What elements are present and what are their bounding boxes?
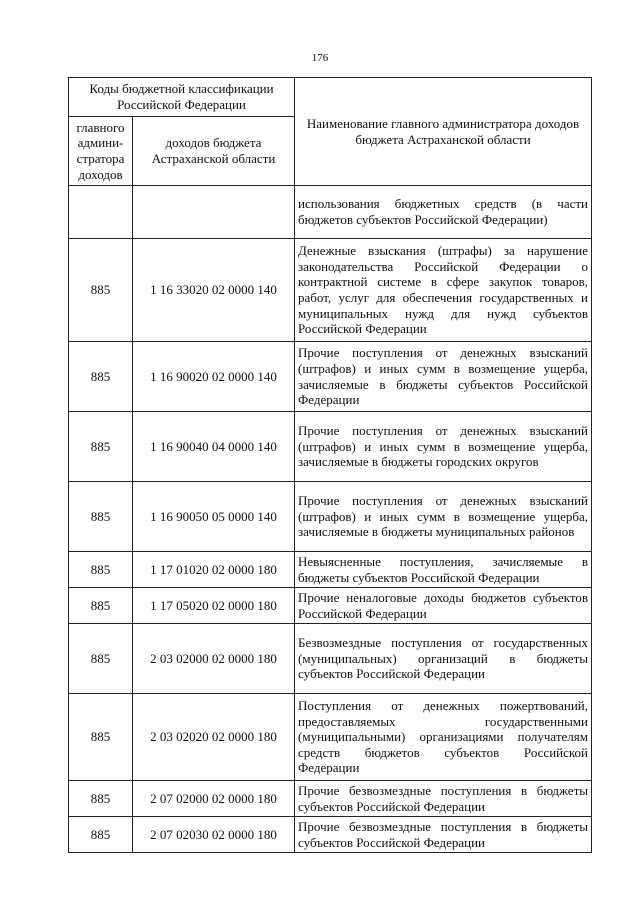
income-name-cell: Прочие поступления от денежных взысканий (штрафов) и иных сумм в возмещение ущерба, зачисляемые в бюджеты городских округов [295,412,592,482]
income-name-cell: Денежные взыскания (штрафы) за нарушение законодательства Российской Федерации о контрактной системе в сфере закупок товаров, работ, услуг для обеспечения государственных и муниципальных нужд для нужд субъектов Российской Федерации [295,239,592,342]
admin-code-cell: 885 [69,552,133,588]
admin-code-cell: 885 [69,781,133,817]
income-name-cell: Прочие поступления от денежных взысканий (штрафов) и иных сумм в возмещение ущерба, зачисляемые в бюджеты муниципальных районов [295,482,592,552]
income-name-cell: Безвозмездные поступления от государственных (муниципальных) организаций в бюджеты субъектов Российской Федерации [295,624,592,694]
income-name-cell: Поступления от денежных пожертвований, предоставляемых государственными (муниципальными) организациями получателям средств бюджетов субъектов Российской Федерации [295,694,592,781]
income-name-cell: Прочие безвозмездные поступления в бюджеты субъектов Российской Федерации [295,781,592,817]
income-code-cell: 1 16 90050 05 0000 140 [133,482,295,552]
income-code-cell: 2 07 02030 02 0000 180 [133,817,295,853]
table-row [69,694,592,781]
income-name-cell: Невыясненные поступления, зачисляемые в бюджеты субъектов Российской Федерации [295,552,592,588]
income-code-cell: 1 16 90040 04 0000 140 [133,412,295,482]
table-row [69,588,592,624]
table-row [69,342,592,412]
admin-code-cell: 885 [69,482,133,552]
header-main-administrator: главного админи-стратора доходов [69,117,133,186]
income-code-cell: 1 17 01020 02 0000 180 [133,552,295,588]
income-code-cell: 1 17 05020 02 0000 180 [133,588,295,624]
header-budget-income: доходов бюджета Астраханской области [133,117,295,186]
income-code-cell [133,186,295,239]
income-name-cell: Прочие неналоговые доходы бюджетов субъектов Российской Федерации [295,588,592,624]
table-row [69,412,592,482]
table-row [69,817,592,853]
income-code-cell: 1 16 33020 02 0000 140 [133,239,295,342]
income-code-cell: 1 16 90020 02 0000 140 [133,342,295,412]
budget-classification-table [68,77,592,853]
admin-code-cell: 885 [69,817,133,853]
admin-code-cell: 885 [69,342,133,412]
table-header-row [69,78,592,117]
table-row [69,239,592,342]
income-code-cell: 2 03 02000 02 0000 180 [133,624,295,694]
income-code-cell: 2 07 02000 02 0000 180 [133,781,295,817]
admin-code-cell: 885 [69,694,133,781]
admin-code-cell: 885 [69,412,133,482]
admin-code-cell [69,186,133,239]
header-codes-group: Коды бюджетной классификации Российской Федерации [69,78,295,117]
admin-code-cell: 885 [69,239,133,342]
table-row [69,781,592,817]
table-row [69,186,592,239]
income-code-cell: 2 03 02020 02 0000 180 [133,694,295,781]
header-administrator-name: Наименование главного администратора доходов бюджета Астраханской области [295,78,592,186]
admin-code-cell: 885 [69,588,133,624]
table-row [69,482,592,552]
table-row [69,624,592,694]
income-name-cell: Прочие безвозмездные поступления в бюджеты субъектов Российской Федерации [295,817,592,853]
income-name-cell: Прочие поступления от денежных взысканий (штрафов) и иных сумм в возмещение ущерба, зачисляемые в бюджеты субъектов Российской Федерации [295,342,592,412]
income-name-cell: использования бюджетных средств (в части бюджетов субъектов Российской Федерации) [295,186,592,239]
admin-code-cell: 885 [69,624,133,694]
table-row [69,552,592,588]
page-number: 176 [311,52,329,64]
